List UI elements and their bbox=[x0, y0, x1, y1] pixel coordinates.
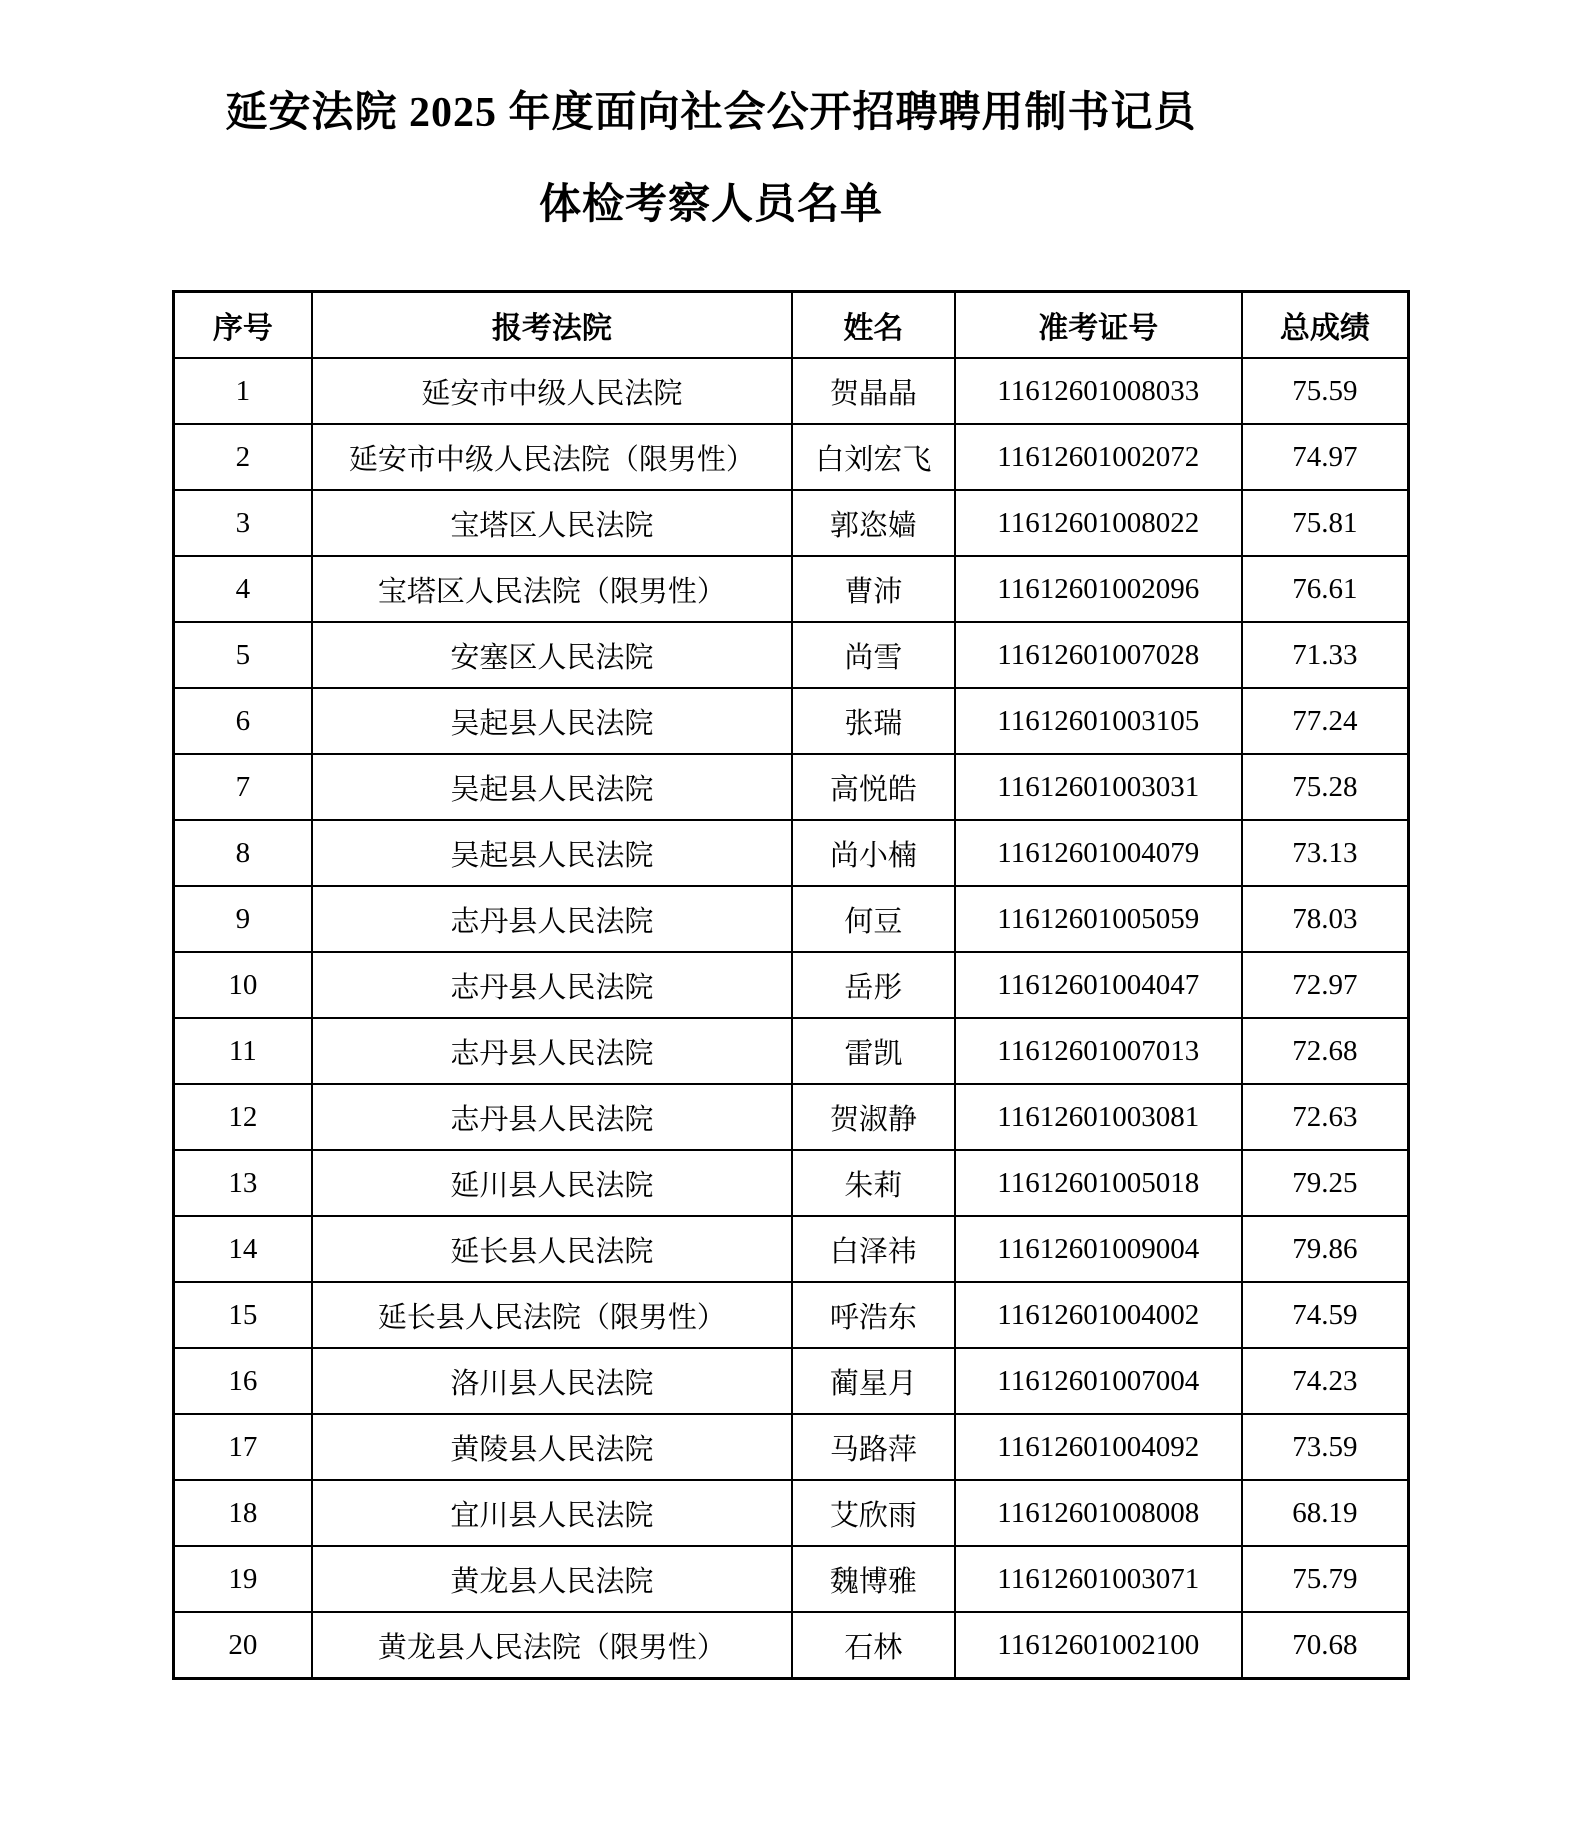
cell-total-score: 74.59 bbox=[1242, 1282, 1409, 1348]
table-row bbox=[174, 556, 1409, 622]
cell-name: 雷凯 bbox=[792, 1018, 955, 1084]
cell-index: 14 bbox=[174, 1216, 312, 1282]
cell-total-score: 75.59 bbox=[1242, 358, 1409, 424]
cell-name: 白刘宏飞 bbox=[792, 424, 955, 490]
table-row bbox=[174, 1480, 1409, 1546]
cell-index: 12 bbox=[174, 1084, 312, 1150]
table-row bbox=[174, 424, 1409, 490]
cell-index: 19 bbox=[174, 1546, 312, 1612]
cell-name: 白泽祎 bbox=[792, 1216, 955, 1282]
cell-ticket-number: 11612601009004 bbox=[955, 1216, 1242, 1282]
cell-name: 高悦皓 bbox=[792, 754, 955, 820]
cell-ticket-number: 11612601004092 bbox=[955, 1414, 1242, 1480]
cell-court: 延长县人民法院 bbox=[312, 1216, 792, 1282]
cell-ticket-number: 11612601004047 bbox=[955, 952, 1242, 1018]
cell-name: 贺晶晶 bbox=[792, 358, 955, 424]
candidates-table bbox=[172, 290, 1410, 1680]
cell-court: 延长县人民法院（限男性） bbox=[312, 1282, 792, 1348]
table-row bbox=[174, 1084, 1409, 1150]
cell-ticket-number: 11612601008033 bbox=[955, 358, 1242, 424]
table-row bbox=[174, 1612, 1409, 1679]
cell-court: 延川县人民法院 bbox=[312, 1150, 792, 1216]
cell-index: 10 bbox=[174, 952, 312, 1018]
cell-total-score: 79.25 bbox=[1242, 1150, 1409, 1216]
cell-name: 张瑞 bbox=[792, 688, 955, 754]
cell-court: 黄龙县人民法院 bbox=[312, 1546, 792, 1612]
table-row bbox=[174, 1348, 1409, 1414]
cell-index: 4 bbox=[174, 556, 312, 622]
cell-index: 17 bbox=[174, 1414, 312, 1480]
cell-court: 安塞区人民法院 bbox=[312, 622, 792, 688]
cell-ticket-number: 11612601002096 bbox=[955, 556, 1242, 622]
cell-ticket-number: 11612601007028 bbox=[955, 622, 1242, 688]
cell-court: 志丹县人民法院 bbox=[312, 952, 792, 1018]
cell-total-score: 73.13 bbox=[1242, 820, 1409, 886]
cell-index: 16 bbox=[174, 1348, 312, 1414]
cell-ticket-number: 11612601004079 bbox=[955, 820, 1242, 886]
cell-index: 9 bbox=[174, 886, 312, 952]
cell-ticket-number: 11612601005059 bbox=[955, 886, 1242, 952]
cell-name: 艾欣雨 bbox=[792, 1480, 955, 1546]
cell-ticket-number: 11612601003071 bbox=[955, 1546, 1242, 1612]
cell-index: 5 bbox=[174, 622, 312, 688]
table-row bbox=[174, 688, 1409, 754]
table-row bbox=[174, 952, 1409, 1018]
table-row bbox=[174, 622, 1409, 688]
cell-ticket-number: 11612601002100 bbox=[955, 1612, 1242, 1679]
cell-ticket-number: 11612601003081 bbox=[955, 1084, 1242, 1150]
cell-court: 延安市中级人民法院 bbox=[312, 358, 792, 424]
column-header-2: 姓名 bbox=[792, 292, 955, 359]
cell-name: 何豆 bbox=[792, 886, 955, 952]
cell-court: 宝塔区人民法院（限男性） bbox=[312, 556, 792, 622]
cell-court: 吴起县人民法院 bbox=[312, 688, 792, 754]
cell-index: 6 bbox=[174, 688, 312, 754]
cell-index: 13 bbox=[174, 1150, 312, 1216]
table-row bbox=[174, 1150, 1409, 1216]
cell-total-score: 74.23 bbox=[1242, 1348, 1409, 1414]
table-body bbox=[174, 358, 1409, 1679]
cell-name: 贺淑静 bbox=[792, 1084, 955, 1150]
cell-court: 志丹县人民法院 bbox=[312, 1084, 792, 1150]
cell-total-score: 73.59 bbox=[1242, 1414, 1409, 1480]
cell-court: 吴起县人民法院 bbox=[312, 820, 792, 886]
cell-index: 15 bbox=[174, 1282, 312, 1348]
cell-total-score: 72.97 bbox=[1242, 952, 1409, 1018]
column-header-4: 总成绩 bbox=[1242, 292, 1409, 359]
cell-ticket-number: 11612601008022 bbox=[955, 490, 1242, 556]
cell-total-score: 68.19 bbox=[1242, 1480, 1409, 1546]
cell-name: 尚小楠 bbox=[792, 820, 955, 886]
cell-name: 曹沛 bbox=[792, 556, 955, 622]
cell-total-score: 75.81 bbox=[1242, 490, 1409, 556]
cell-name: 呼浩东 bbox=[792, 1282, 955, 1348]
cell-name: 石林 bbox=[792, 1612, 955, 1679]
document-title-block bbox=[92, 0, 1330, 226]
cell-index: 2 bbox=[174, 424, 312, 490]
cell-court: 宜川县人民法院 bbox=[312, 1480, 792, 1546]
table-row bbox=[174, 1018, 1409, 1084]
cell-index: 18 bbox=[174, 1480, 312, 1546]
cell-index: 11 bbox=[174, 1018, 312, 1084]
cell-total-score: 72.63 bbox=[1242, 1084, 1409, 1150]
cell-name: 马路萍 bbox=[792, 1414, 955, 1480]
column-header-3: 准考证号 bbox=[955, 292, 1242, 359]
table-row bbox=[174, 820, 1409, 886]
table-row bbox=[174, 886, 1409, 952]
cell-total-score: 79.86 bbox=[1242, 1216, 1409, 1282]
document-title-line1: 延安法院 2025 年度面向社会公开招聘聘用制书记员 bbox=[225, 90, 1197, 136]
cell-total-score: 77.24 bbox=[1242, 688, 1409, 754]
cell-ticket-number: 11612601003031 bbox=[955, 754, 1242, 820]
cell-court: 志丹县人民法院 bbox=[312, 886, 792, 952]
cell-ticket-number: 11612601003105 bbox=[955, 688, 1242, 754]
cell-index: 3 bbox=[174, 490, 312, 556]
cell-ticket-number: 11612601007004 bbox=[955, 1348, 1242, 1414]
cell-name: 岳彤 bbox=[792, 952, 955, 1018]
cell-ticket-number: 11612601007013 bbox=[955, 1018, 1242, 1084]
cell-court: 黄龙县人民法院（限男性） bbox=[312, 1612, 792, 1679]
cell-total-score: 76.61 bbox=[1242, 556, 1409, 622]
cell-index: 20 bbox=[174, 1612, 312, 1679]
cell-total-score: 74.97 bbox=[1242, 424, 1409, 490]
cell-index: 8 bbox=[174, 820, 312, 886]
cell-ticket-number: 11612601004002 bbox=[955, 1282, 1242, 1348]
column-header-0: 序号 bbox=[174, 292, 312, 359]
table-row bbox=[174, 754, 1409, 820]
cell-ticket-number: 11612601002072 bbox=[955, 424, 1242, 490]
cell-name: 郭恣嫱 bbox=[792, 490, 955, 556]
cell-name: 蔺星月 bbox=[792, 1348, 955, 1414]
cell-name: 尚雪 bbox=[792, 622, 955, 688]
cell-name: 魏博雅 bbox=[792, 1546, 955, 1612]
table-row bbox=[174, 1546, 1409, 1612]
table-row bbox=[174, 358, 1409, 424]
cell-index: 1 bbox=[174, 358, 312, 424]
cell-total-score: 72.68 bbox=[1242, 1018, 1409, 1084]
table-row bbox=[174, 490, 1409, 556]
cell-index: 7 bbox=[174, 754, 312, 820]
cell-ticket-number: 11612601005018 bbox=[955, 1150, 1242, 1216]
cell-total-score: 78.03 bbox=[1242, 886, 1409, 952]
table-row bbox=[174, 1414, 1409, 1480]
column-header-1: 报考法院 bbox=[312, 292, 792, 359]
cell-total-score: 71.33 bbox=[1242, 622, 1409, 688]
cell-ticket-number: 11612601008008 bbox=[955, 1480, 1242, 1546]
table-row bbox=[174, 1216, 1409, 1282]
cell-total-score: 75.79 bbox=[1242, 1546, 1409, 1612]
cell-total-score: 70.68 bbox=[1242, 1612, 1409, 1679]
cell-court: 宝塔区人民法院 bbox=[312, 490, 792, 556]
cell-total-score: 75.28 bbox=[1242, 754, 1409, 820]
table-row bbox=[174, 1282, 1409, 1348]
cell-court: 黄陵县人民法院 bbox=[312, 1414, 792, 1480]
document-title-line2: 体检考察人员名单 bbox=[538, 182, 883, 228]
cell-court: 吴起县人民法院 bbox=[312, 754, 792, 820]
cell-court: 志丹县人民法院 bbox=[312, 1018, 792, 1084]
cell-court: 洛川县人民法院 bbox=[312, 1348, 792, 1414]
cell-court: 延安市中级人民法院（限男性） bbox=[312, 424, 792, 490]
cell-name: 朱莉 bbox=[792, 1150, 955, 1216]
table-header-row bbox=[174, 292, 1409, 359]
